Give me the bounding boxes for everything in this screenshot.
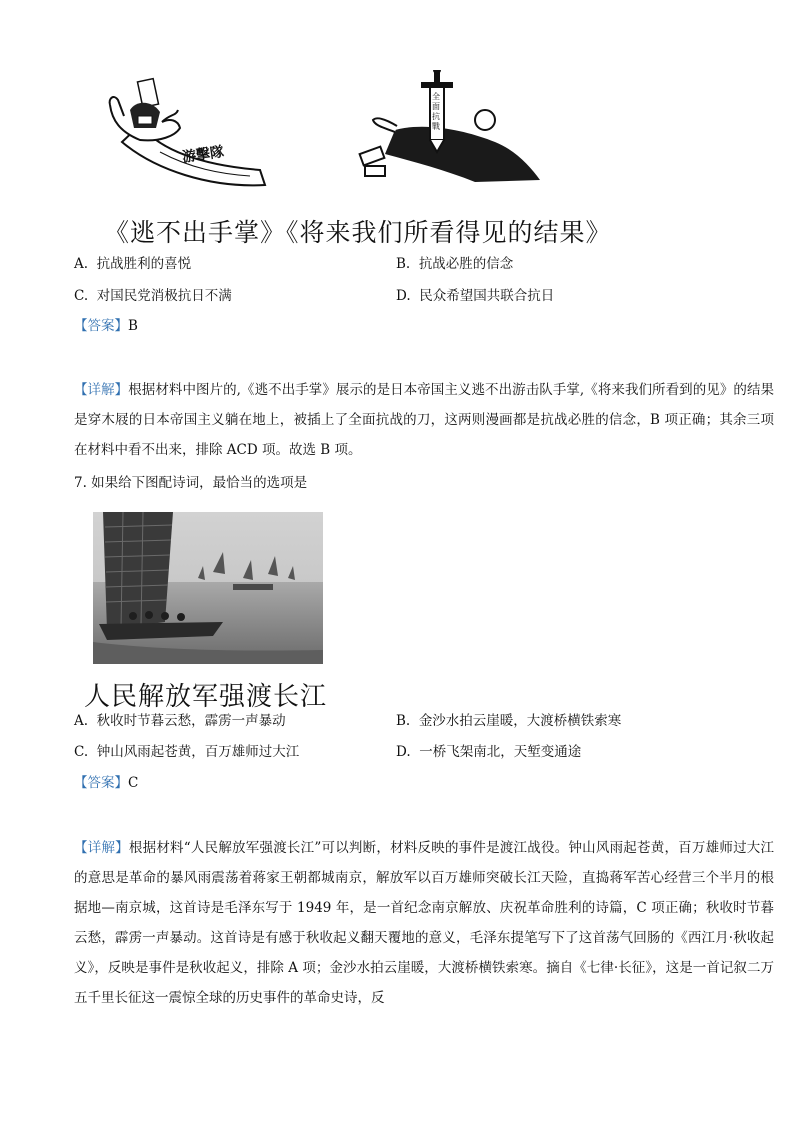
cartoon-left-label: 游擊隊 xyxy=(181,144,226,166)
q7-option-b: B. 金沙水拍云崖暖，大渡桥横铁索寒 xyxy=(396,713,622,729)
q7-caption: 人民解放军强渡长江 xyxy=(84,682,328,712)
q6-answer: 【答案】B xyxy=(74,318,138,334)
q6-option-b: B. 抗战必胜的信念 xyxy=(396,256,514,272)
q7-question: 7. 如果给下图配诗词，最恰当的选项是 xyxy=(74,475,308,491)
q6-option-c: C. 对国民党消极抗日不满 xyxy=(74,288,232,304)
cartoon-future-result xyxy=(355,70,555,190)
q6-explanation: 【详解】根据材料中图片的,《逃不出手掌》展示的是日本帝国主义逃不出游击队手掌,《将来我们所看到的见》的结果是穿木屐的日本帝国主义躺在地上，被插上了全面抗战的刀，这两则漫画都是抗战必胜的信念，B 项正确；其余三项在材料中看不出来，排除 ACD 项。故选 B 项。 xyxy=(74,382,774,458)
q6-option-d: D. 民众希望国共联合抗日 xyxy=(396,288,555,304)
q7-option-d: D. 一桥飞架南北，天堑变通途 xyxy=(396,744,582,760)
q7-explanation: 【详解】根据材料“人民解放军强渡长江”可以判断，材料反映的事件是渡江战役。钟山风雨起苍黄，百万雄师过大江的意思是革命的暴风雨震荡着蒋家王朝都城南京，解放军以百万雄师突破长江天险，直捣蒋军苦心经营三个半月的根据地—南京城，这首诗是毛泽东写于 1949 年，是一首纪念南京解放、庆祝革命胜利的诗篇，C 项正确；秋收时节暮云愁，霹雳一声暴动。这首诗是有感于秋收起义翻天覆地的意义，毛泽东提笔写下了这首荡气回肠的《西江月·秋收起义》，反映是事件是秋收起义，排除 A 项；金沙水拍云崖暖，大渡桥横铁索寒。摘自《七律·长征》，这是一首记叙二万五千里长征这一震惊全球的历史事件的革命史诗，反 xyxy=(74,840,775,1006)
q6-caption: 《逃不出手掌》《将来我们所看得见的结果》 xyxy=(104,218,612,247)
cartoon-sword-label: 全面抗戰 xyxy=(432,92,440,131)
q7-option-c: C. 钟山风雨起苍黄，百万雄师过大江 xyxy=(74,744,300,760)
photo-river-crossing xyxy=(93,512,323,664)
cartoon-escape-palm xyxy=(100,70,270,190)
q7-answer: 【答案】C xyxy=(74,775,139,791)
q7-option-a: A. 秋收时节暮云愁，霹雳一声暴动 xyxy=(74,713,286,729)
q6-option-a: A. 抗战胜利的喜悦 xyxy=(74,256,192,272)
